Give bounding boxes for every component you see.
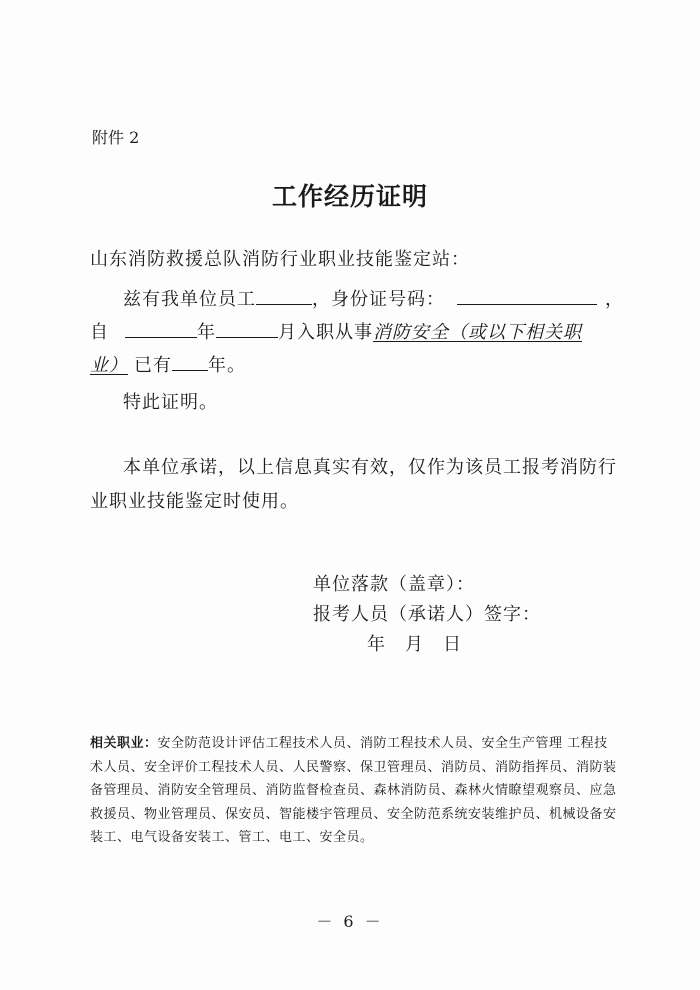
attachment-label: 附件 2 <box>92 128 140 147</box>
date-label: 年 月 日 <box>367 634 462 655</box>
employee-name-blank[interactable] <box>256 286 312 305</box>
unit-seal-label: 单位落款（盖章）： <box>313 574 475 595</box>
addressee: 山东消防救援总队消防行业职业技能鉴定站： <box>90 249 470 270</box>
commitment-text-2: 业职业技能鉴定时使用。 <box>90 491 299 512</box>
note-label: 相关职业： <box>90 736 158 751</box>
applicant-signature-label: 报考人员（承诺人）签字： <box>313 604 541 625</box>
employee-id-line: 兹有我单位员工 ，身份证号码： ， <box>123 285 624 311</box>
related-occupations-note <box>90 732 620 850</box>
page-title: 工作经历证明 <box>271 182 428 211</box>
years-blank[interactable] <box>172 352 208 371</box>
start-month-blank[interactable] <box>216 319 278 338</box>
commitment-text-1: 本单位承诺，以上信息真实有效，仅作为该员工报考消防行 <box>123 457 617 478</box>
id-number-blank[interactable] <box>457 286 597 305</box>
occupation-text: 消防安全（或以下相关职 <box>373 322 582 343</box>
start-year-blank[interactable] <box>125 319 197 338</box>
duration-line: 业） 已有 年。 <box>90 351 246 377</box>
certify-text: 特此证明。 <box>123 392 218 413</box>
occupation-text-cont: 业） <box>90 355 128 376</box>
start-date-line: 自 年 月入职从事消防安全（或以下相关职 <box>90 318 582 344</box>
page-number: － 6 － <box>316 912 384 931</box>
note-text: 安全防范设计评估工程技术人员、消防工程技术人员、安全生产管理 工程技术人员、安全评价工程技术人员、人民警察、保卫管理员、消防员、消防指挥员、消防装备管理员、消防安全管理员、消防监督检查员、森林消防员、森林火情瞭望观察员、应急救援员、物业管理员、保安员、智能楼宇管理员、安全防范系统安装维护员、机械设备安装工、电气设备安装工、管工、电工、安全员。 <box>90 736 617 845</box>
